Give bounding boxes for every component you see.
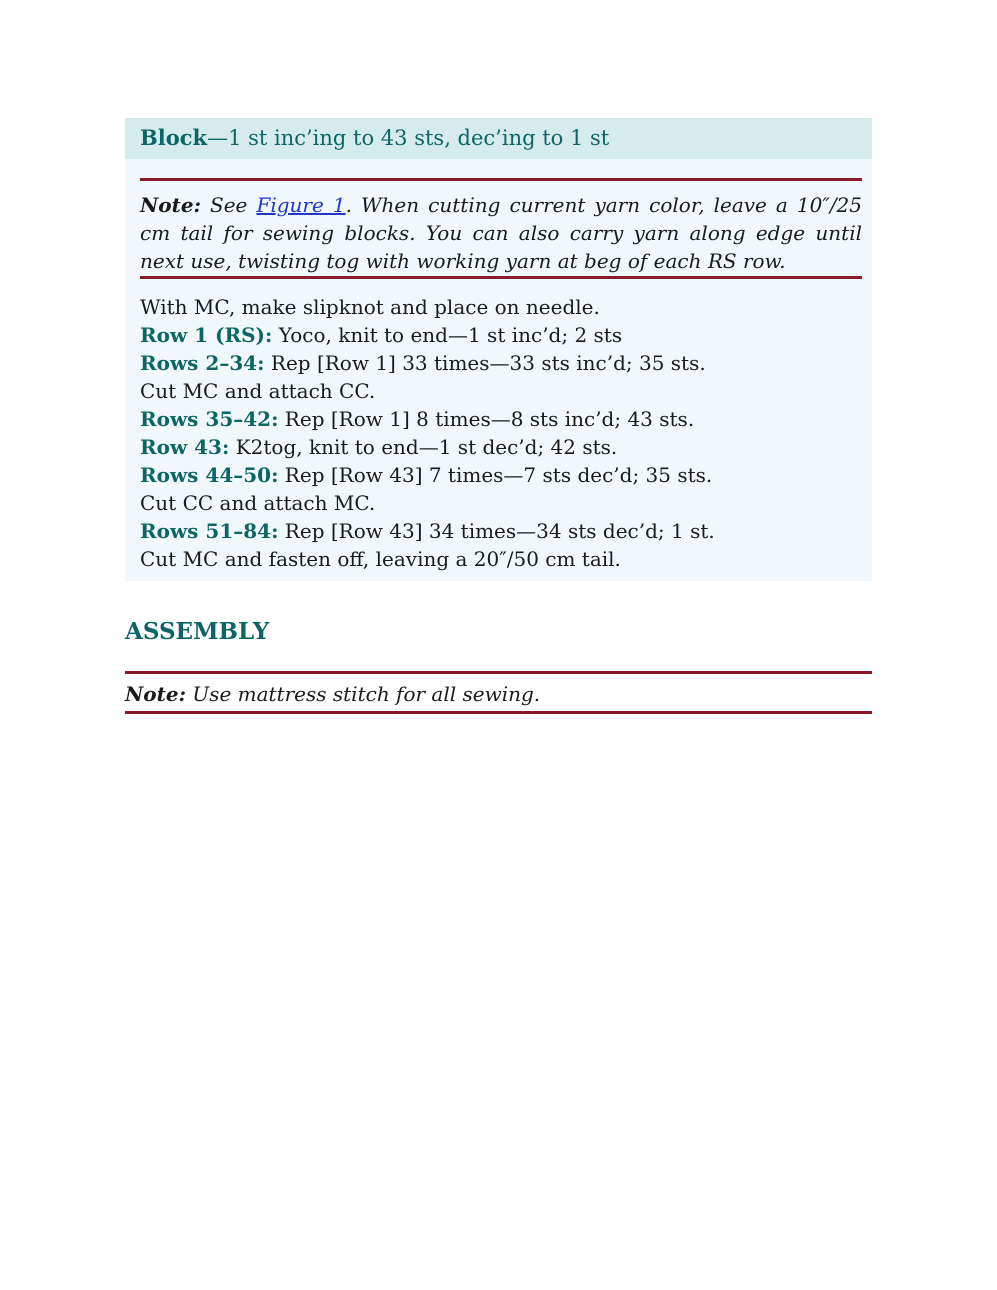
figure-1-link[interactable]: Figure 1 [256, 193, 346, 217]
instruction-row [140, 489, 862, 517]
block-title-rest: —1 st inc’ing to 43 sts, dec’ing to 1 st [207, 126, 610, 150]
block-note [140, 191, 862, 275]
note-body: . When cutting current yarn color, leave a 10″/25 cm tail for sewing blocks. You can also carry yarn along edge until next use, twisting tog with working yarn at beg of each RS row. [140, 193, 863, 273]
row-label: Rows 2–34: [140, 351, 265, 375]
instruction-row [140, 405, 862, 433]
assembly-note [125, 680, 540, 708]
instruction-row [140, 461, 862, 489]
instruction-row [140, 517, 862, 545]
block-header-band [125, 118, 872, 159]
row-text: Rep [Row 43] 34 times—34 sts dec’d; 1 st. [278, 519, 715, 543]
instruction-row [140, 433, 862, 461]
row-label: Rows 44–50: [140, 463, 279, 487]
instruction-row [140, 321, 862, 349]
row-text: Cut CC and attach MC. [140, 491, 376, 515]
row-instructions [140, 293, 862, 573]
block-title-bold: Block [140, 125, 208, 150]
row-text: With MC, make slipknot and place on needle. [140, 295, 600, 319]
row-text: Yoco, knit to end—1 st inc’d; 2 sts [272, 323, 623, 347]
row-label: Rows 35–42: [140, 407, 279, 431]
note-label: Note: [140, 193, 201, 217]
row-label: Row 43: [140, 435, 230, 459]
assembly-note-label: Note: [125, 682, 186, 706]
note-top-rule [140, 178, 862, 181]
block-title [140, 125, 609, 150]
assembly-note-text: Use mattress stitch for all sewing. [185, 682, 541, 706]
assembly-note-bottom-rule [125, 711, 872, 714]
row-text: Rep [Row 43] 7 times—7 sts dec’d; 35 sts. [278, 463, 713, 487]
assembly-heading: ASSEMBLY [125, 618, 270, 645]
row-text: Rep [Row 1] 8 times—8 sts inc’d; 43 sts. [278, 407, 695, 431]
instruction-row [140, 293, 862, 321]
row-label: Row 1 (RS): [140, 323, 273, 347]
instruction-row [140, 349, 862, 377]
row-text: Cut MC and fasten off, leaving a 20″/50 cm tail. [140, 547, 621, 571]
row-label: Rows 51–84: [140, 519, 279, 543]
row-text: K2tog, knit to end—1 st dec’d; 42 sts. [229, 435, 618, 459]
instruction-row [140, 377, 862, 405]
assembly-note-top-rule [125, 671, 872, 674]
row-text: Cut MC and attach CC. [140, 379, 376, 403]
row-text: Rep [Row 1] 33 times—33 sts inc’d; 35 sts. [264, 351, 706, 375]
note-pre-link: See [200, 193, 257, 217]
block-instructions-box [125, 118, 872, 581]
note-bottom-rule [140, 276, 862, 279]
instruction-row [140, 545, 862, 573]
